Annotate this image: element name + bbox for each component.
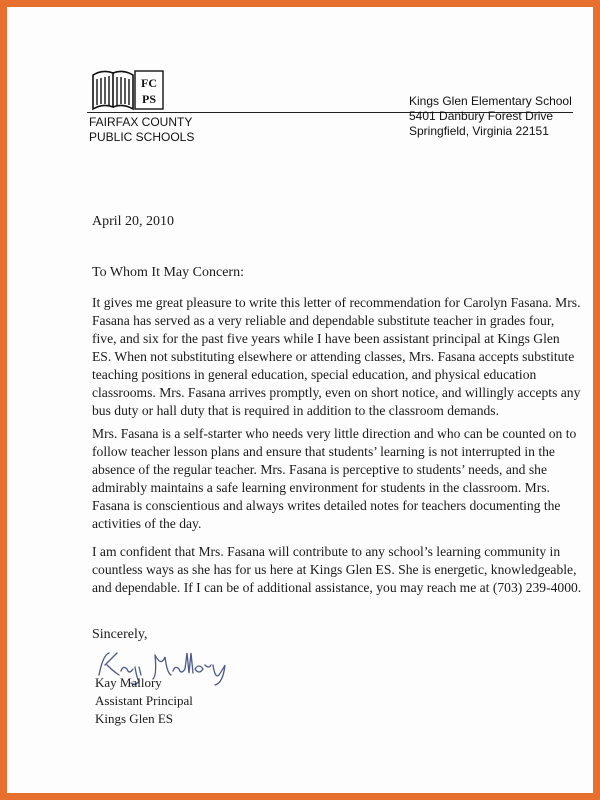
salutation: To Whom It May Concern: [92, 265, 244, 280]
svg-text:PS: PS [141, 92, 157, 106]
school-address-block [409, 94, 572, 139]
district-line-2: PUBLIC SCHOOLS [89, 130, 195, 144]
signer-title: Assistant Principal [95, 693, 193, 708]
fcps-logo [91, 67, 165, 113]
signer-name: Kay Mallory [95, 675, 162, 690]
paragraph-1: It gives me great pleasure to write this letter of recommendation for Carolyn Fasana. Mrs. Fasana has served as a very reliable and dependable substitute teacher in grades four, five, and six for the past five years while I have been assistant principal at Kings Glen ES. When not substituting elsewhere or attending classes, Mrs. Fasana accepts substitute teaching positions in general education, special education, and physical education classrooms. Mrs. Fasana arrives promptly, even on short notice, and willingly accepts any bus duty or hall duty that is required in addition to the classroom demands. [92, 295, 581, 418]
letter-date: April 20, 2010 [92, 214, 175, 229]
district-line-1: FAIRFAX COUNTY [89, 115, 193, 129]
school-name: Kings Glen Elementary School [409, 94, 572, 108]
paragraph-2: Mrs. Fasana is a self-starter who needs very little direction and who can be counted on to follow teacher lesson plans and ensure that students’ learning is not interrupted in the absence of the regular teacher. Mrs. Fasana is perceptive to students’ needs, and she admirably maintains a safe learning environment for students in the classroom. Mrs. Fasana is conscientious and always writes detailed notes for teachers documenting the activities of the day. [92, 426, 577, 531]
school-address-line-1: 5401 Danbury Forest Drive [409, 109, 554, 123]
school-address-line-2: Springfield, Virginia 22151 [409, 124, 549, 138]
paragraph-3: I am confident that Mrs. Fasana will contribute to any school’s learning community in countless ways as she has for us here at Kings Glen ES. She is energetic, knowledgeable, and dependable. If I can be of additional assistance, you may reach me at (703) 239-4000. [92, 544, 582, 595]
district-name [89, 115, 194, 145]
signature-block [95, 674, 193, 728]
closing: Sincerely, [92, 627, 148, 642]
signer-org: Kings Glen ES [95, 711, 173, 726]
svg-text:FC: FC [141, 76, 157, 90]
